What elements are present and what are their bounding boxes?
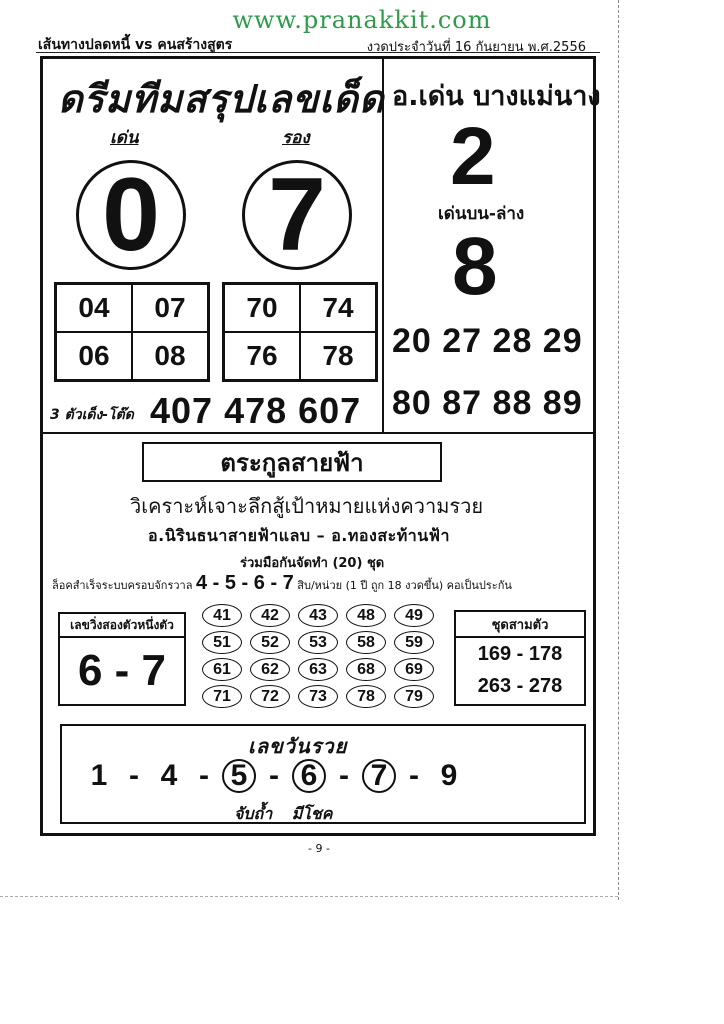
lock-line-numbers: 4 - 5 - 6 - 7 (195, 572, 294, 594)
running-number-label: เลขวิ่งสองตัวหนึ่งตัว (60, 614, 184, 638)
header-divider (36, 52, 600, 53)
lucky-digit-row (82, 756, 562, 796)
number-oval: 58 (346, 631, 386, 654)
header-date: งวดประจำวันที่ 16 กันยายน พ.ศ.2556 (366, 40, 586, 55)
lock-line-pre: ล็อคสำเร็จระบบครอบจักรวาล (52, 579, 193, 592)
second-pair: 74 (300, 284, 376, 332)
second-pair: 78 (300, 332, 376, 380)
number-oval: 61 (202, 658, 242, 681)
number-oval: 49 (394, 604, 434, 627)
lucky-digit: 1 (90, 759, 108, 792)
lead-pair: 08 (132, 332, 208, 380)
lucky-digit-circled: 6 (292, 759, 326, 793)
top-right-digit-2: 8 (452, 221, 498, 312)
watermark: www.pranakkit.com (232, 6, 492, 34)
scan-edge-bottom (0, 896, 618, 897)
top-right-row-2: 80 87 88 89 (392, 384, 583, 422)
header-title: เส้นทางปลดหนี้ vs คนสร้างสูตร (38, 37, 233, 53)
three-digit-set-row: 263 - 278 (477, 675, 563, 697)
lead-label: เด่น (110, 128, 139, 148)
number-oval: 69 (394, 658, 434, 681)
lead-digit-circle: 0 (76, 160, 186, 270)
lead-pair: 06 (56, 332, 132, 380)
three-digit-set-row: 169 - 178 (477, 643, 563, 665)
number-oval: 72 (250, 685, 290, 708)
running-number-box (58, 612, 186, 706)
running-number-value: 6 - 7 (77, 646, 167, 695)
number-oval: 73 (298, 685, 338, 708)
second-pair: 70 (224, 284, 300, 332)
number-oval: 62 (250, 658, 290, 681)
second-pairs-grid (222, 282, 378, 382)
top-right-subtitle: เด่นบน-ล่าง (438, 204, 525, 224)
three-digit-set-box (454, 610, 586, 706)
analysis-line: วิเคราะห์เจาะลึกสู้เป้าหมายแห่งความรวย (130, 494, 484, 518)
lucky-separator: - (199, 759, 209, 792)
lightning-family-title: ตระกูลสายฟ้า (142, 442, 442, 482)
ajarn-title: อ.เด่น บางแม่นาง (392, 81, 601, 112)
number-oval: 52 (250, 631, 290, 654)
second-digit-circle: 7 (242, 160, 352, 270)
number-oval: 71 (202, 685, 242, 708)
section-divider (40, 432, 596, 434)
lucky-title: เลขวันรวย (248, 734, 348, 758)
number-oval: 42 (250, 604, 290, 627)
number-oval: 51 (202, 631, 242, 654)
three-digit-numbers: 407 478 607 (150, 390, 362, 431)
number-oval: 68 (346, 658, 386, 681)
lucky-digit-circled: 7 (362, 759, 396, 793)
number-oval: 53 (298, 631, 338, 654)
number-oval: 63 (298, 658, 338, 681)
three-digit-set-label: ชุดสามตัว (456, 612, 584, 638)
lucky-separator: - (409, 759, 419, 792)
lucky-separator: - (269, 759, 279, 792)
number-oval: 43 (298, 604, 338, 627)
number-oval: 59 (394, 631, 434, 654)
authors-line: อ.นิรินธนาสายฟ้าแลบ – อ.ทองสะท้านฟ้า (148, 526, 450, 545)
top-right-row-1: 20 27 28 29 (392, 322, 583, 360)
lucky-separator: - (129, 759, 139, 792)
lucky-digit: 4 (160, 759, 178, 792)
scan-edge-right (618, 0, 619, 900)
second-pair: 76 (224, 332, 300, 380)
lucky-separator: - (339, 759, 349, 792)
lucky-footer: จับถ้ำ มีโชค (234, 804, 333, 823)
edition-line: ร่วมมือกันจัดทำ (20) ชุด (240, 556, 385, 571)
lead-pairs-grid (54, 282, 210, 382)
number-oval: 78 (346, 685, 386, 708)
number-oval: 48 (346, 604, 386, 627)
number-oval: 41 (202, 604, 242, 627)
lead-pair: 07 (132, 284, 208, 332)
lead-pair: 04 (56, 284, 132, 332)
lucky-digit-circled: 5 (222, 759, 256, 793)
three-digit-label: 3 ตัวเด็ง-โต๊ด (50, 407, 134, 423)
number-oval: 79 (394, 685, 434, 708)
second-label: รอง (282, 128, 310, 148)
lock-line-post: สิบ/หน่วย (1 ปี ถูก 18 งวดขึ้น) คอเป็นประกัน (297, 579, 512, 592)
page-number: - 9 - (308, 842, 330, 855)
lucky-digit: 9 (440, 759, 458, 792)
lock-line (52, 572, 512, 595)
top-right-digit-1: 2 (450, 111, 496, 202)
dream-team-title: ดรีมทีมสรุปเลขเด็ด (58, 77, 385, 121)
